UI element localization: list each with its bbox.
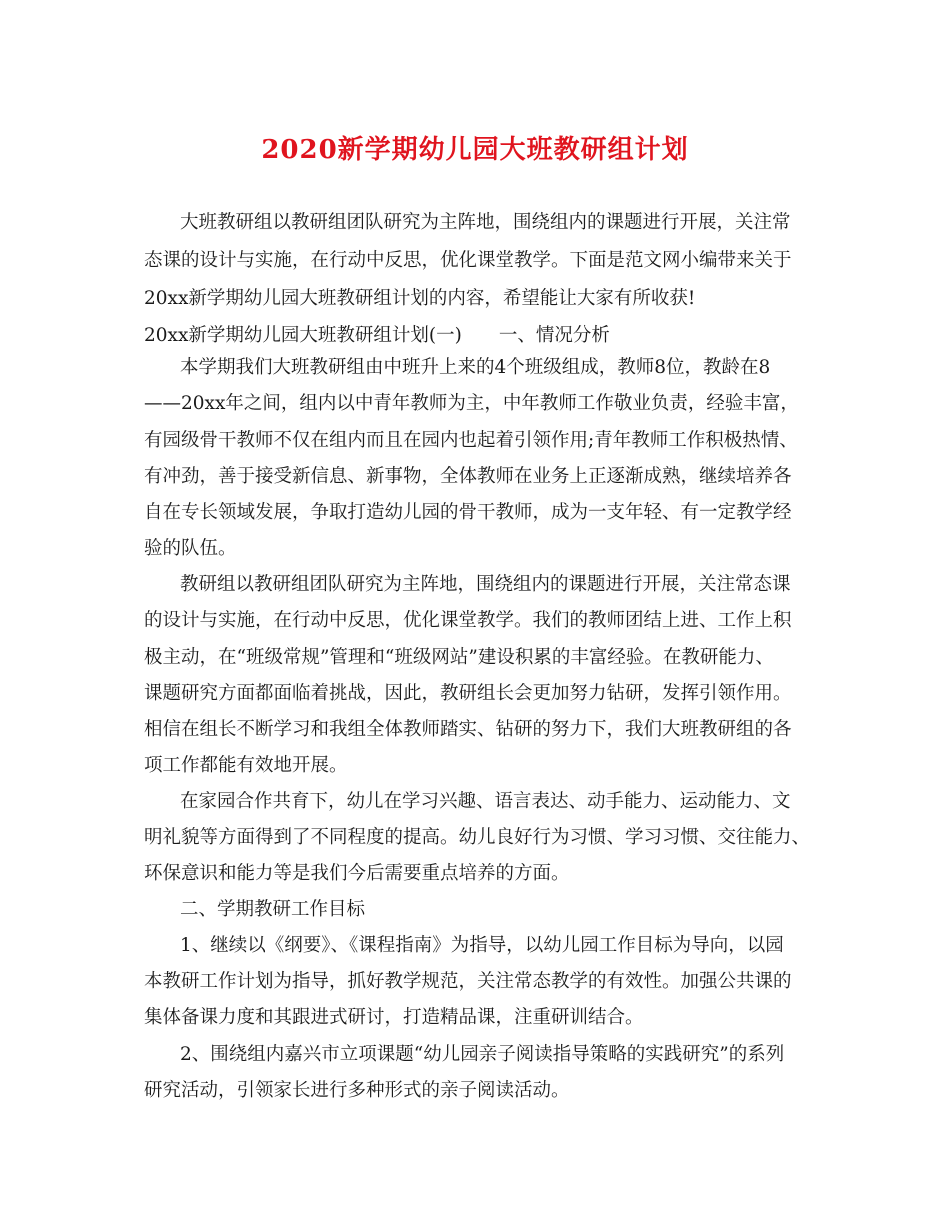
paragraph-line: 明礼貌等方面得到了不同程度的提高。幼儿良好行为习惯、学习习惯、交往能力、 [144,827,811,848]
paragraph-line: 研究活动，引领家长进行多种形式的亲子阅读活动。 [144,1080,570,1101]
paragraph-line: 1、继续以《纲要》、《课程指南》为指导，以幼儿园工作目标为导向，以园 [180,935,784,956]
document-title: 2020新学期幼儿园大班教研组计划 [261,135,689,165]
paragraph-line: 项工作都能有效地开展。 [144,755,348,776]
paragraph-line: 本学期我们大班教研组由中班升上来的4个班级组成，教师8位，教龄在8 [180,357,771,378]
paragraph-line: 自在专长领域发展，争取打造幼儿园的骨干教师，成为一支年轻、有一定教学经 [144,502,792,523]
paragraph-line: 环保意识和能力等是我们今后需要重点培养的方面。 [144,863,570,884]
paragraph-line: 极主动，在“班级常规”管理和“班级网站”建设积累的丰富经验。在教研能力、 [144,647,774,668]
paragraph-line: 大班教研组以教研组团队研究为主阵地，围绕组内的课题进行开展，关注常 [180,212,791,233]
paragraph-line: 验的队伍。 [144,538,237,559]
paragraph-line: 本教研工作计划为指导，抓好教学规范，关注常态教学的有效性。加强公共课的 [144,971,792,992]
paragraph-line: ——20xx年之间，组内以中青年教师为主，中年教师工作敬业负责，经验丰富， [144,393,799,414]
section-heading-line: 二、学期教研工作目标 [180,899,366,920]
paragraph-line: 课题研究方面都面临着挑战，因此，教研组长会更加努力钻研，发挥引领作用。 [144,683,792,704]
section-heading-line: 20xx新学期幼儿园大班教研组计划(一) 一、情况分析 [144,325,610,346]
paragraph-line: 在家园合作共育下，幼儿在学习兴趣、语言表达、动手能力、运动能力、文 [180,791,791,812]
paragraph-line: 有冲劲，善于接受新信息、新事物，全体教师在业务上正逐渐成熟，继续培养各 [144,466,792,487]
paragraph-line: 集体备课力度和其跟进式研讨，打造精品课，注重研训结合。 [144,1007,644,1028]
paragraph-line: 20xx新学期幼儿园大班教研组计划的内容，希望能让大家有所收获! [144,288,696,309]
paragraph-line: 的设计与实施，在行动中反思，优化课堂教学。我们的教师团结上进、工作上积 [144,610,792,631]
paragraph-line: 有园级骨干教师不仅在组内而且在园内也起着引领作用;青年教师工作积极热情、 [144,430,798,451]
paragraph-line: 2、围绕组内嘉兴市立项课题“幼儿园亲子阅读指导策略的实践研究”的系列 [180,1044,785,1065]
paragraph-line: 教研组以教研组团队研究为主阵地，围绕组内的课题进行开展，关注常态课 [180,574,791,595]
paragraph-line: 相信在组长不断学习和我组全体教师踏实、钻研的努力下，我们大班教研组的各 [144,719,792,740]
paragraph-line: 态课的设计与实施，在行动中反思，优化课堂教学。下面是范文网小编带来关于 [144,250,792,271]
